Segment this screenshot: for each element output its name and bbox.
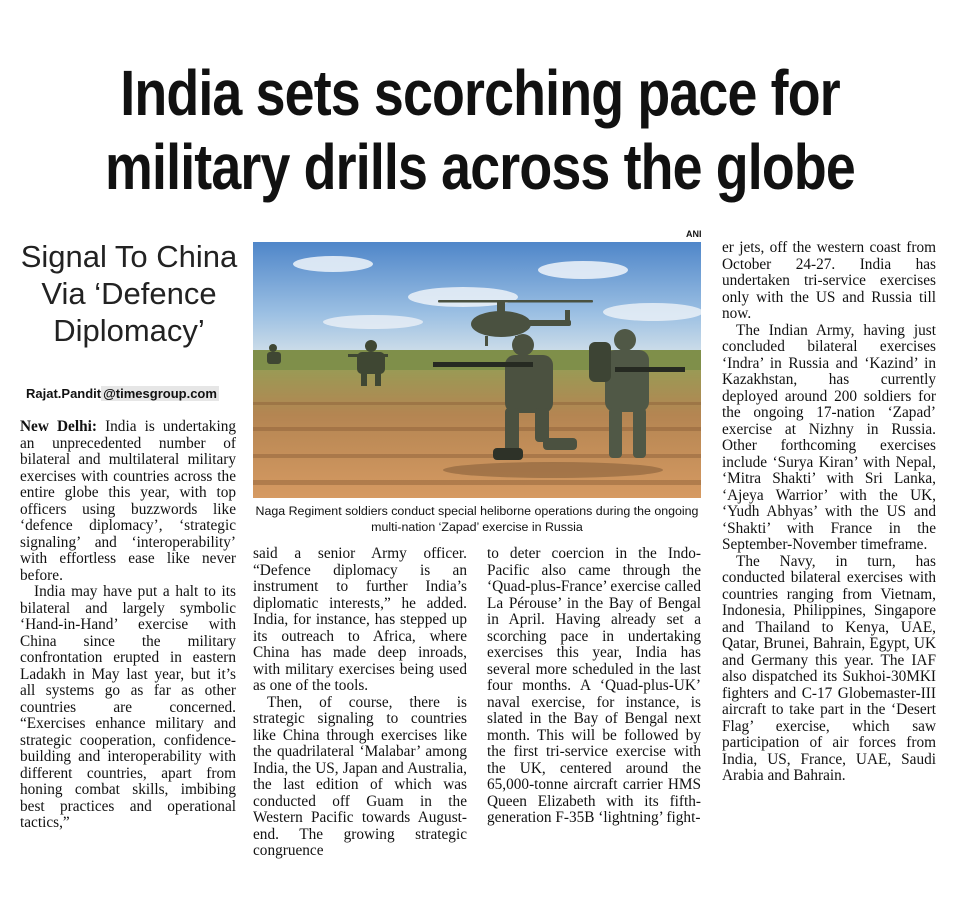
article-paragraph: Then, of course, there is strategic signaling to countries like China through exercises like the quadrilateral ‘Malabar’ among India, the US, Japan and Australia, the last edition of which was conducted off Guam in the Western Pacific towards August-end. The growing strategic congruence [253, 693, 467, 859]
article-column-2 [253, 546, 467, 860]
kicker-line-3: Diplomacy’ [53, 313, 205, 348]
photo-caption: Naga Regiment soldiers conduct special heliborne operations during the ongoing multi-nation ‘Zapad’ exercise in Russia [255, 504, 699, 534]
dateline: New Delhi: [20, 418, 97, 435]
article-paragraph: India may have put a halt to its bilateral and largely symbolic ‘Hand-in-Hand’ exercise with China since the military confrontation erupted in eastern Ladakh in May last year, but it’s all systems go as far as other countries are concerned. “Exercises enhance military and strategic cooperation, confidence-building and interoperability with different countries, apart from honing combat skills, imbibing best practices and operational tactics,” [20, 583, 236, 831]
soldiers-helicopter-photo [253, 242, 701, 498]
lead-paragraph [20, 419, 236, 584]
article-paragraph: The Indian Army, having just concluded bilateral exercises ‘Indra’ in Russia and ‘Kazind’ in Kazakhstan, has currently deployed around 200 soldiers for the ongoing 17-nation ‘Zapad’ exercise at Nizhny in Russia. Other forthcoming exercises include ‘Surya Kiran’ with Nepal, ‘Mitra Shakti’ with Sri Lanka, ‘Ajeya Warrior’ with the UK, ‘Yudh Abhyas’ with the US and ‘Shakti’ with France in the September-November timeframe. [722, 321, 936, 553]
article-column-4 [722, 240, 936, 785]
headline [94, 56, 867, 204]
kicker-line-2: Via ‘Defence [41, 276, 217, 311]
headline-line-2: military drills across the globe [105, 131, 855, 203]
byline [26, 386, 219, 401]
article-column-3 [487, 546, 701, 827]
headline-line-1: India sets scorching pace for [120, 57, 840, 129]
article-paragraph: er jets, off the western coast from October 24-27. India has undertaken tri-service exercises only with the US and Russia till now. [722, 239, 936, 322]
article-paragraph: said a senior Army officer. “Defence diplomacy is an instrument to further India’s diplomatic interests,” he added. India, for instance, has stepped up its outreach to Africa, where China has made deep inroads, with military exercises being used as one of the tools. [253, 545, 467, 694]
kicker-line-1: Signal To China [20, 239, 238, 274]
byline-email-domain: @timesgroup.com [103, 386, 217, 401]
article-paragraph: to deter coercion in the Indo-Pacific also came through the ‘Quad-plus-France’ exercise called La Pérouse’ in the Bay of Bengal in April. Having already set a scorching pace in undertaking exercises this year, India has several more scheduled in the last four months. A ‘Quad-plus-UK’ naval exercise, for instance, is slated in the Bay of Bengal next month. This will be followed by the first tri-service exercise with the UK, centered around the 65,000-tonne aircraft carrier HMS Queen Elizabeth with its fifth-generation F-35B ‘lightning’ fight- [487, 545, 701, 826]
byline-name: Rajat.Pandit [26, 386, 102, 401]
kicker [18, 238, 240, 349]
news-photo [253, 242, 701, 498]
lead-paragraph-text: India is undertaking an unprecedented number of bilateral and multilateral military exercises with countries across the entire globe this year, with top officers using buzzwords like ‘defence diplomacy’, ‘strategic signaling’ and ‘interoperability’ with effortless ease like never before. [20, 418, 236, 584]
article-column-1 [20, 419, 236, 832]
article-paragraph: The Navy, in turn, has conducted bilateral exercises with countries ranging from Vietnam, Indonesia, Philippines, Singapore and Thailand to Kenya, UAE, Qatar, Brunei, Bahrain, Egypt, UK and Germany this year. The IAF also dispatched its Sukhoi-30MKI fighters and C-17 Globemaster-III aircraft to take part in the ‘Desert Flag’ exercise, which saw participation of air forces from India, US, France, UAE, Saudi Arabia and Bahrain. [722, 552, 936, 784]
photo-credit: ANI [686, 229, 702, 239]
